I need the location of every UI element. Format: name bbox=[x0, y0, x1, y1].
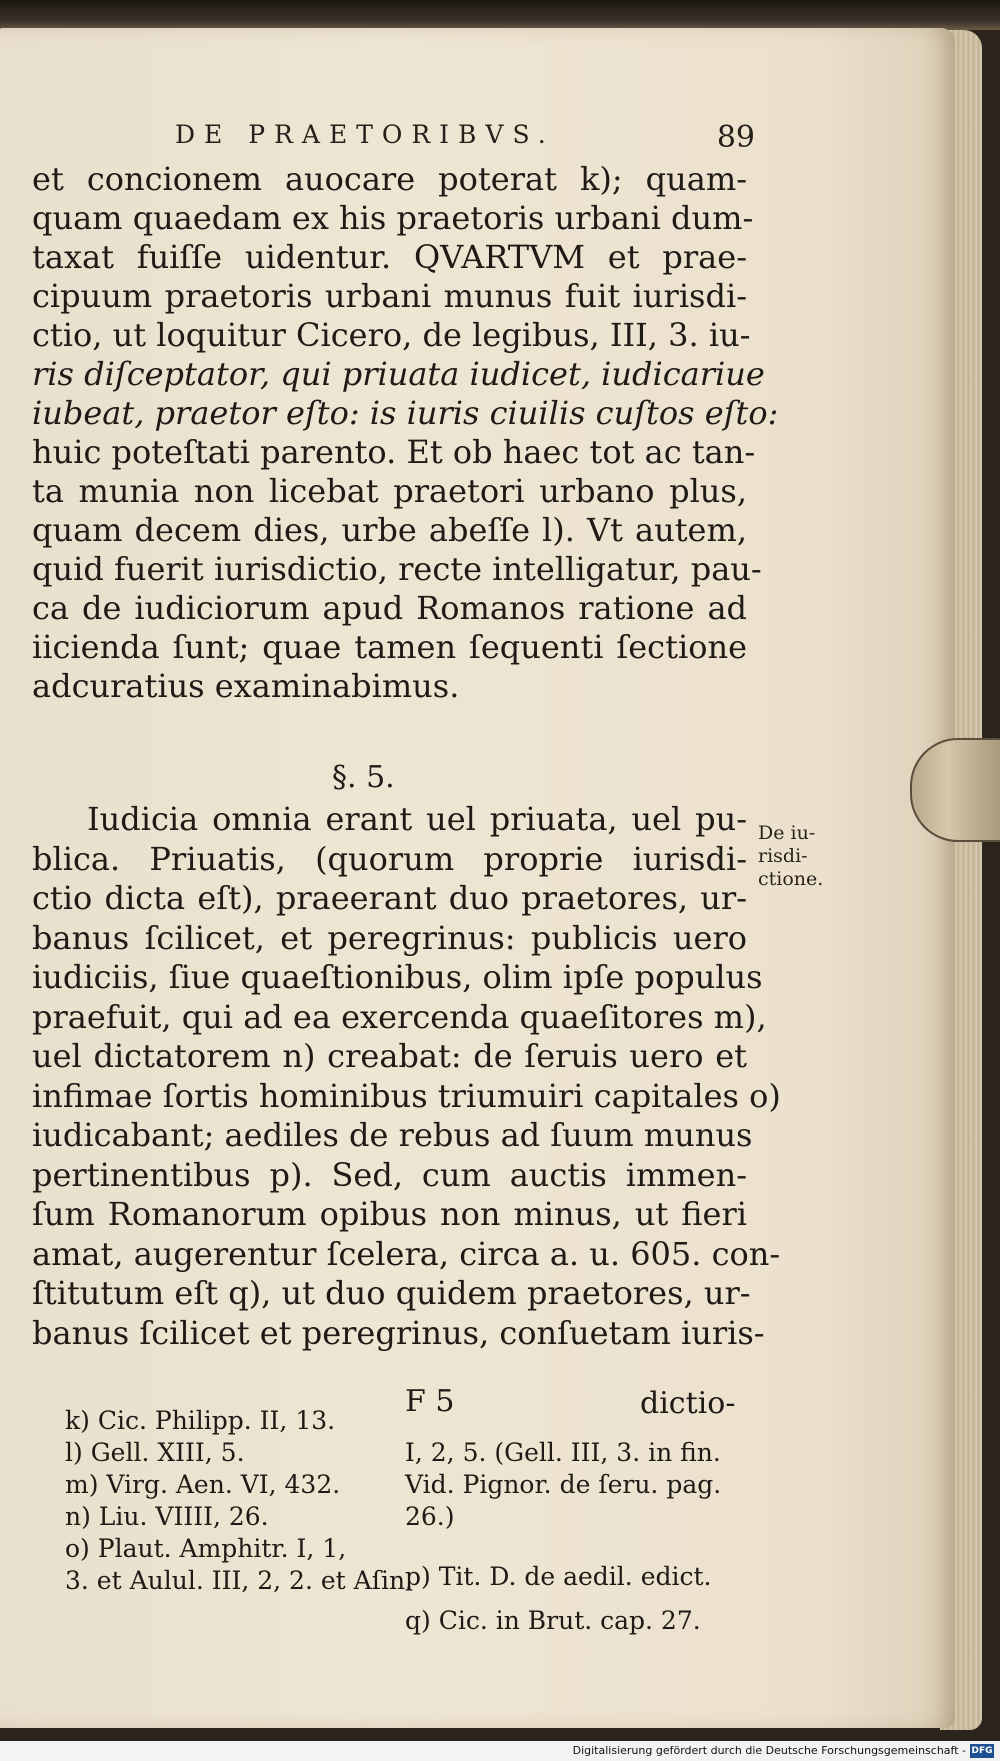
text-line: ſtitutum eſt q), ut duo quidem praetores, ur- bbox=[32, 1274, 751, 1312]
page-top-shadow bbox=[0, 0, 1000, 30]
text-line: ctio dicta eſt), praeerant duo praetores, ur- bbox=[32, 879, 747, 917]
text-line: quam decem dies, urbe abeſſe l). Vt autem, bbox=[32, 511, 747, 549]
text-line: ca de iudiciorum apud Romanos ratione ad bbox=[32, 589, 747, 627]
digitization-footer bbox=[0, 1741, 1000, 1761]
margin-note-line: ctione. bbox=[758, 868, 824, 890]
text-line: huic poteſtati parento. Et ob haec tot ac tan- bbox=[32, 433, 756, 471]
text-line: ſum Romanorum opibus non minus, ut fieri bbox=[32, 1195, 747, 1233]
text-line: quid fuerit iurisdictio, recte intelligatur, pau- bbox=[32, 550, 762, 588]
page-header bbox=[175, 120, 755, 156]
margin-note-line: De iu- bbox=[758, 822, 816, 844]
footnote: l) Gell. XIII, 5. bbox=[65, 1438, 245, 1467]
text-line: banus ſcilicet et peregrinus, conſuetam iuris- bbox=[32, 1313, 765, 1352]
text-line: iudicabant; aediles de rebus ad ſuum munus bbox=[32, 1116, 753, 1154]
footnote: p) Tit. D. de aedil. edict. bbox=[405, 1562, 712, 1591]
text-line: iicienda ſunt; quae tamen ſequenti ſectione bbox=[32, 628, 747, 666]
text-line: praefuit, qui ad ea exercenda quaeſitores m), bbox=[32, 997, 767, 1036]
text-line: taxat fuiſſe uidentur. QVARTVM et prae- bbox=[32, 238, 747, 276]
footnote: 26.) bbox=[405, 1502, 455, 1531]
main-paragraph bbox=[32, 160, 779, 706]
text-line: ctio, ut loquitur Cicero, de legibus, III, 3. iu- bbox=[32, 316, 751, 354]
text-line: ta munia non licebat praetori urbano plus, bbox=[32, 472, 747, 510]
text-line: infimae ſortis hominibus triumuiri capitales o) bbox=[32, 1076, 781, 1115]
footnotes-right bbox=[405, 1437, 755, 1637]
footnotes-left bbox=[65, 1405, 413, 1597]
text-line: iudiciis, ſiue quaeſtionibus, olim ipſe populus bbox=[32, 958, 763, 996]
text-line: ris diſceptator, qui priuata iudicet, iudicariue bbox=[32, 355, 765, 393]
footnote: 3. et Aulul. III, 2, 2. et Aſin. bbox=[65, 1566, 413, 1595]
text-line: amat, augerentur ſcelera, circa a. u. 605. con- bbox=[32, 1234, 781, 1273]
text-line: adcuratius examinabimus. bbox=[32, 667, 460, 705]
margin-note-line: risdi- bbox=[758, 845, 808, 867]
catchword: dictio- bbox=[640, 1386, 736, 1421]
footnote: m) Virg. Aen. VI, 432. bbox=[65, 1470, 341, 1499]
text-line: pertinentibus p). Sed, cum auctis immen- bbox=[32, 1155, 747, 1194]
text-line: Iudicia omnia erant uel priuata, uel pu- bbox=[87, 800, 747, 838]
running-title: DE PRAETORIBVS. bbox=[175, 120, 555, 149]
signature-mark: F 5 bbox=[405, 1384, 455, 1419]
dfg-logo: DFG bbox=[971, 1746, 993, 1756]
footnote: n) Liu. VIIII, 26. bbox=[65, 1502, 269, 1531]
footnote: Vid. Pignor. de ſeru. pag. bbox=[405, 1470, 722, 1499]
section-paragraph bbox=[32, 800, 781, 1353]
section-heading: §. 5. bbox=[332, 760, 395, 795]
margin-note bbox=[758, 822, 848, 891]
text-line: iubeat, praetor eſto: is iuris ciuilis cuſtos eſto: bbox=[32, 394, 779, 432]
book-clasp bbox=[910, 738, 1000, 842]
text-line: blica. Priuatis, (quorum proprie iurisdi- bbox=[32, 839, 747, 878]
text-line: uel dictatorem n) creabat: de ſeruis uero et bbox=[32, 1037, 747, 1075]
footer-text: Digitalisierung gefördert durch die Deutsche Forschungsgemeinschaft - bbox=[572, 1744, 966, 1757]
text-line: banus ſcilicet, et peregrinus: publicis uero bbox=[32, 918, 747, 957]
text-line: et concionem auocare poterat k); quam- bbox=[32, 160, 747, 198]
footnote: I, 2, 5. (Gell. III, 3. in fin. bbox=[405, 1438, 721, 1467]
footnote: q) Cic. in Brut. cap. 27. bbox=[405, 1606, 701, 1635]
footnote: o) Plaut. Amphitr. I, 1, bbox=[65, 1534, 347, 1563]
footnote: k) Cic. Philipp. II, 13. bbox=[65, 1406, 336, 1435]
text-line: quam quaedam ex his praetoris urbani dum- bbox=[32, 199, 754, 237]
page-number: 89 bbox=[716, 120, 755, 155]
text-line: cipuum praetoris urbani munus fuit iurisdi- bbox=[32, 277, 747, 315]
